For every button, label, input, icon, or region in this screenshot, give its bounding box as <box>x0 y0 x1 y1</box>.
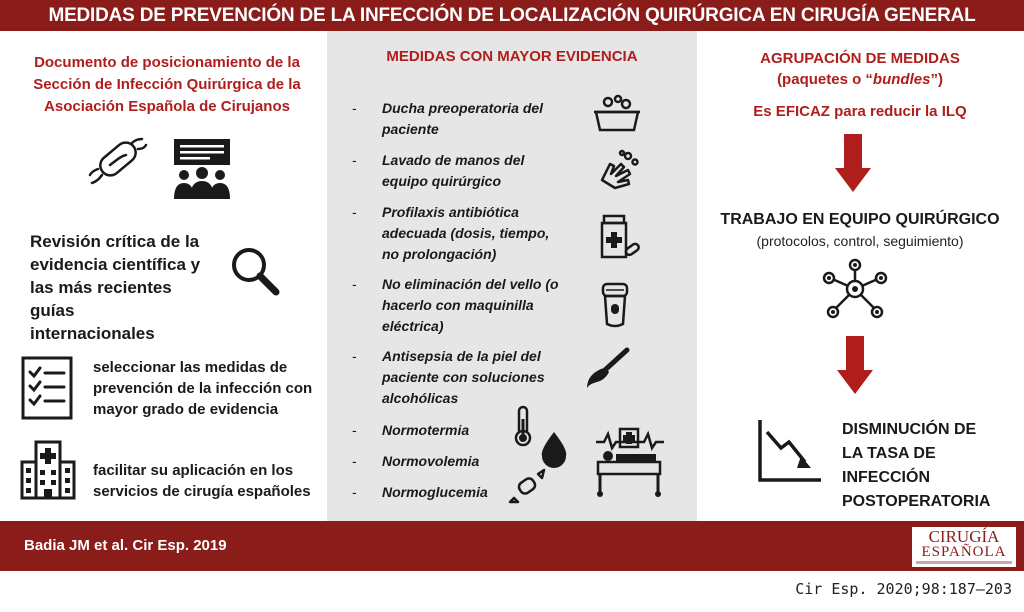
brush-icon <box>585 348 631 388</box>
bullet-dash: - <box>352 422 357 438</box>
checklist-icon <box>21 356 73 420</box>
bacteria-icon <box>88 135 148 195</box>
logo-subline <box>916 561 1012 564</box>
select-measures-text: seleccionar las medidas de prevención de la infección con mayor grado de evidencia <box>93 359 313 418</box>
measure-antisepsis: Antisepsia de la piel del paciente con soluciones alcohólicas <box>382 348 545 406</box>
bullet-dash: - <box>352 152 357 168</box>
page-title: MEDIDAS DE PREVENCIÓN DE LA INFECCIÓN DE LOCALIZACIÓN QUIRÚRGICA EN CIRUGÍA GENERAL <box>48 5 976 26</box>
measure-normoglycemia: Normoglucemia <box>382 484 488 500</box>
arrow-down-icon <box>836 334 874 396</box>
medicine-icon <box>600 214 640 260</box>
bullet-dash: - <box>352 484 357 500</box>
measure-shower: Ducha preoperatoria del paciente <box>382 100 544 137</box>
arrow-down-icon <box>834 132 872 194</box>
footer-citation: Badia JM et al. Cir Esp. 2019 <box>24 537 227 554</box>
network-icon <box>822 258 888 320</box>
handwash-icon <box>598 150 640 192</box>
bullet-dash: - <box>352 453 357 469</box>
logo-line2: ESPAÑOLA <box>921 544 1007 560</box>
position-document-text: Documento de posicionamiento de la Sección de Infección Quirúrgica de la Asociación Española de Cirujanos <box>33 54 301 115</box>
bullet-dash: - <box>352 276 357 292</box>
evidence-title: MEDIDAS CON MAYOR EVIDENCIA <box>386 48 638 65</box>
result-text: DISMINUCIÓN DE LA TASA DE INFECCIÓN POSTOPERATORIA <box>842 421 991 510</box>
washbowl-icon <box>594 94 640 134</box>
declining-chart-icon <box>757 418 823 484</box>
candy-icon <box>508 468 546 504</box>
measure-hair: No eliminación del vello (o hacerlo con maquinilla eléctrica) <box>382 276 559 334</box>
razor-icon <box>600 282 630 328</box>
measure-normovolemia: Normovolemia <box>382 453 480 469</box>
grouping-text: AGRUPACIÓN DE MEDIDAS (paquetes o “bundles”) <box>760 50 960 88</box>
measure-handwash: Lavado de manos del equipo quirúrgico <box>382 152 525 189</box>
drop-icon <box>539 430 569 468</box>
measure-normothermia: Normotermia <box>382 422 470 438</box>
logo-line1: CIRUGÍA <box>928 527 1000 546</box>
hospital-icon <box>20 440 76 500</box>
bullet-dash: - <box>352 348 357 364</box>
meeting-icon <box>172 137 232 201</box>
bullet-dash: - <box>352 204 357 220</box>
measure-antibiotic: Profilaxis antibiótica adecuada (dosis, tiempo, no prolongación) <box>382 204 550 262</box>
facilitate-text: facilitar su aplicación en los servicios de cirugía españoles <box>93 462 311 500</box>
review-text: Revisión crítica de la evidencia científica y las más recientes guías internacionales <box>30 232 201 343</box>
effective-text: Es EFICAZ para reducir la ILQ <box>753 103 967 120</box>
magnifier-icon <box>229 245 281 297</box>
hospital-bed-icon <box>594 426 666 498</box>
team-subtitle: (protocolos, control, seguimiento) <box>756 233 964 249</box>
bullet-dash: - <box>352 100 357 116</box>
thermometer-icon <box>513 405 533 447</box>
journal-reference: Cir Esp. 2020;98:187–203 <box>795 580 1012 598</box>
team-title: TRABAJO EN EQUIPO QUIRÚRGICO <box>720 211 1000 228</box>
